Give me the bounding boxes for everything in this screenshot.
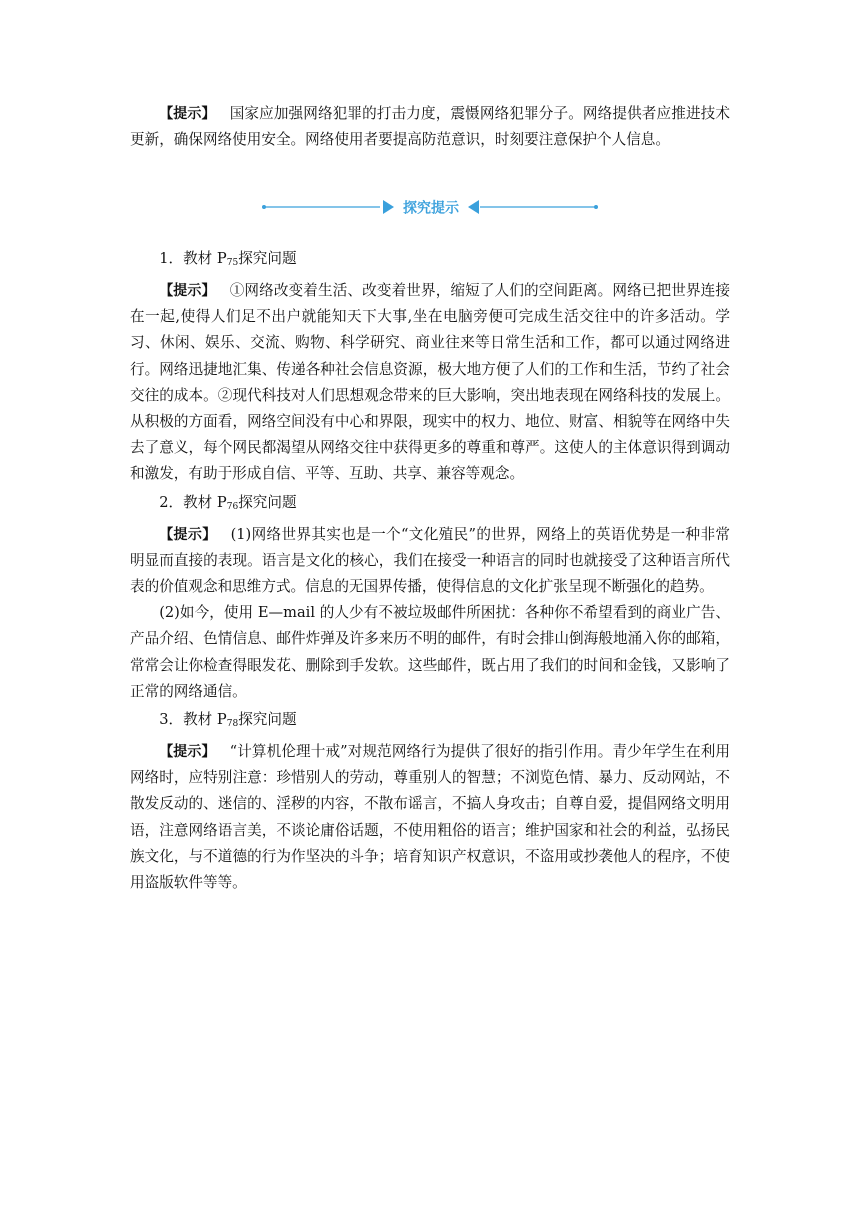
paragraph-text: (1)网络世界其实也是一个“文化殖民”的世界，网络上的英语优势是一种非常明显而直接的表现。语言是文化的核心，我们在接受一种语言的同时也就接受了这种语言所代表的价值观念和思维方式。信息的无国界传播，使得信息的文化扩张呈现不断强化的趋势。 (130, 525, 730, 596)
item-page-number: 75 (226, 258, 239, 268)
paragraph-text: ①网络改变着生活、改变着世界，缩短了人们的空间距离。网络已把世界连接在一起,使得人们足不出户就能知天下大事,坐在电脑旁便可完成生活交往中的许多活动。学习、休闲、娱乐、交流、购物、科学研究、商业往来等日常生活和工作，都可以通过网络进行。网络迅捷地汇集、传递各种社会信息资源，极大地方便了人们的工作和生活，节约了社会交往的成本。②现代科技对人们思想观念带来的巨大影响，突出地表现在网络科技的发展上。从积极的方面看，网络空间没有中心和界限，现实中的权力、地位、财富、相貌等在网络中失去了意义，每个网民都渴望从网络交往中获得更多的尊重和尊严。这使人的主体意识得到调动和激发，有助于形成自信、平等、互助、共享、兼容等观念。 (130, 282, 730, 483)
item-3 (130, 705, 730, 896)
item-heading-text: 教材 P (183, 711, 227, 729)
section-banner (262, 196, 598, 218)
item-page-number: 76 (226, 501, 239, 512)
item-paragraph (130, 600, 730, 705)
item-page-number: 78 (226, 719, 239, 730)
hint-tag: 【提示】 (159, 106, 216, 122)
item-heading-suffix: 探究问题 (238, 711, 297, 729)
banner-dot-right (594, 205, 598, 209)
paragraph-text: (2)如今，使用 E—mail 的人少有不被垃圾邮件所困扰：各种你不希望看到的商业广告、产品介绍、色情信息、邮件炸弹及许多来历不明的邮件，有时会排山倒海般地涌入你的邮箱，常常会让你检查得眼发花、删除到手发软。这些邮件，既占用了我们的时间和金钱，又影响了正常的网络通信。 (130, 604, 730, 700)
item-heading (130, 488, 730, 522)
hint-text: 国家应加强网络犯罪的打击力度，震慑网络犯罪分子。网络提供者应推进技术更新，确保网络使用安全。网络使用者要提高防范意识，时刻要注意保护个人信息。 (130, 105, 730, 149)
top-hint-paragraph (130, 101, 730, 153)
item-paragraph (130, 278, 730, 488)
banner-title: 探究提示 (403, 200, 459, 217)
hint-tag: 【提示】 (159, 526, 217, 543)
paragraph-text: “计算机伦理十戒”对规范网络行为提供了很好的指引作用。青少年学生在利用网络时，应特别注意：珍惜别人的劳动，尊重别人的智慧；不浏览色情、暴力、反动网站，不散发反动的、迷信的、淫秽的内容，不散布谣言，不搞人身攻击；自尊自爱，提倡网络文明用语，注意网络语言美，不谈论庸俗话题，不使用粗俗的语言；维护国家和社会的利益，弘扬民族文化，与不道德的行为作坚决的斗争；培育知识产权意识，不盗用或抄袭他人的程序，不使用盗版软件等等。 (130, 743, 730, 892)
hint-tag: 【提示】 (159, 744, 216, 761)
item-heading-text: 教材 P (183, 250, 227, 267)
item-heading (130, 705, 730, 739)
item-heading-suffix: 探究问题 (238, 250, 297, 267)
items-container (130, 244, 730, 896)
hint-tag: 【提示】 (159, 283, 216, 299)
item-heading-text: 教材 P (183, 493, 227, 511)
banner-arrow-left-icon (383, 200, 394, 214)
item-number: 1． (159, 250, 184, 267)
item-paragraph (130, 739, 730, 896)
item-heading (130, 244, 730, 278)
item-number: 2． (159, 493, 184, 511)
item-heading-suffix: 探究问题 (238, 493, 297, 511)
banner-arrow-right-icon (468, 200, 479, 214)
banner-dot-left (262, 205, 266, 209)
item-2 (130, 488, 730, 705)
item-number: 3． (159, 711, 184, 729)
item-paragraph (130, 522, 730, 601)
item-1 (130, 244, 730, 488)
top-hint (130, 101, 730, 153)
